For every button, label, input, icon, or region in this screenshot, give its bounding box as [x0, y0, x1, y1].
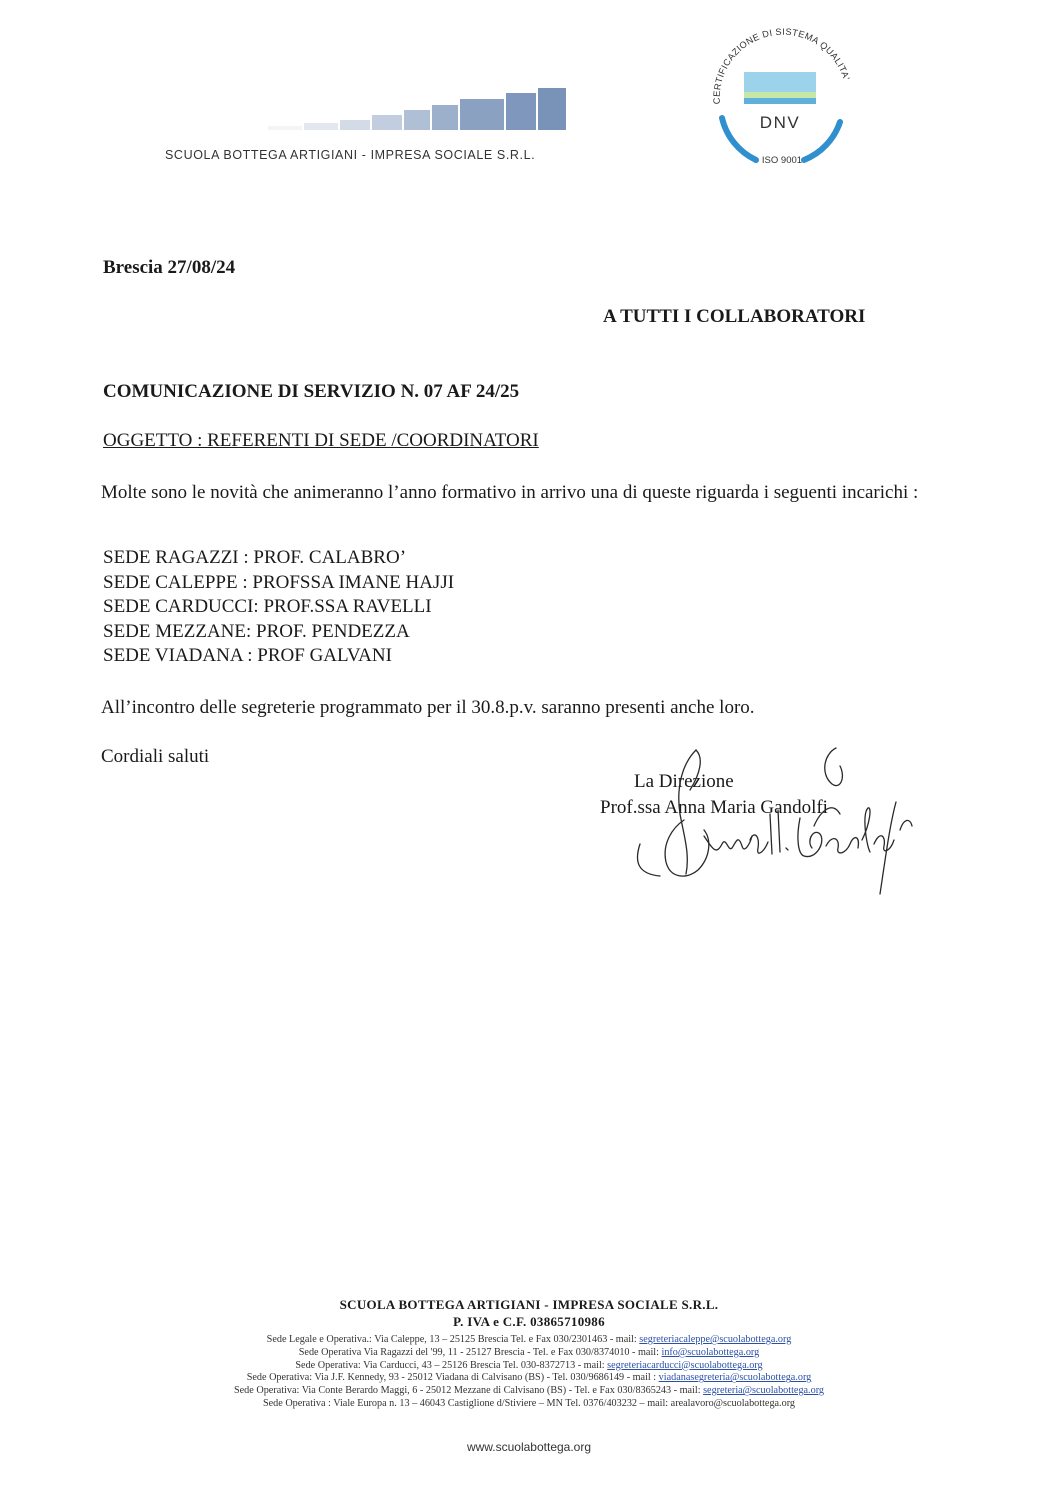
assignment-item: SEDE RAGAZZI : PROF. CALABRO’	[103, 547, 407, 568]
logo-bar	[340, 120, 370, 130]
footer-email-link[interactable]: segreteriacaleppe@scuolabottega.org	[639, 1334, 792, 1345]
logo-bar	[268, 126, 302, 130]
intro-paragraph: Molte sono le novità che animeranno l’anno formativo in arrivo una di queste riguarda i seguenti incarichi :	[101, 482, 919, 503]
assignment-item: SEDE VIADANA : PROF GALVANI	[103, 645, 392, 666]
signature-name: Prof.ssa Anna Maria Gandolfi	[600, 797, 828, 818]
company-name: SCUOLA BOTTEGA ARTIGIANI - IMPRESA SOCIALE S.R.L.	[165, 148, 536, 162]
assignment-item: SEDE MEZZANE: PROF. PENDEZZA	[103, 620, 410, 642]
footer-email-link[interactable]: segreteriacarducci@scuolabottega.org	[607, 1359, 763, 1371]
footer-office-line: Sede Legale e Operativa.: Via Caleppe, 13 – 25125 Brescia Tel. e Fax 030/2301463 - mail: segreteriacaleppe@scuolabottega.org	[266, 1334, 792, 1345]
footer-office-line: Sede Operativa: Via J.F. Kennedy, 93 - 25012 Viadana di Calvisano (BS) - Tel. 030/9686149 - mail : viadanasegreteria@scuolabottega.org	[246, 1372, 812, 1384]
assignment-item: SEDE CALEPPE : PROFSSA IMANE HAJJI	[103, 571, 455, 593]
logo-bar	[432, 105, 458, 130]
assignment-item: SEDE CARDUCCI: PROF.SSA RAVELLI	[103, 596, 432, 617]
footer-email-link[interactable]: segreteria@scuolabottega.org	[703, 1385, 825, 1397]
certification-arc-text: CERTIFICAZIONE DI SISTEMA QUALITA'	[711, 26, 852, 105]
dnv-brand: DNV	[759, 113, 801, 132]
closing: Cordiali saluti	[101, 746, 210, 767]
certification-seal	[700, 26, 860, 174]
place-date: Brescia 27/08/24	[103, 257, 236, 278]
communication-title: COMUNICAZIONE DI SERVIZIO N. 07 AF 24/25	[103, 381, 520, 402]
signature-role: La Direzione	[634, 771, 734, 792]
subject-line: OGGETTO : REFERENTI DI SEDE /COORDINATORI	[103, 430, 539, 451]
logo-bar	[538, 88, 566, 130]
logo-bar	[506, 93, 536, 130]
assignment-list	[103, 546, 454, 669]
website-link[interactable]: www.scuolabottega.org	[466, 1440, 592, 1454]
logo-bar	[372, 115, 402, 130]
footer-email-link[interactable]: info@scuolabottega.org	[661, 1346, 760, 1358]
iso-standard: ISO 9001	[761, 155, 803, 166]
footer-office-line: Sede Operativa: Via Carducci, 43 – 25126 Brescia Tel. 030-8372713 - mail: segreteriacarducci@scuolabottega.org	[295, 1359, 763, 1371]
logo-bar	[404, 110, 430, 130]
recipient: A TUTTI I COLLABORATORI	[603, 306, 866, 327]
meeting-note: All’incontro delle segreterie programmato per il 30.8.p.v. saranno presenti anche loro.	[101, 697, 755, 718]
footer-email-link[interactable]: viadanasegreteria@scuolabottega.org	[658, 1372, 812, 1384]
handwritten-signature	[600, 744, 920, 904]
footer-office-line: Sede Operativa Via Ragazzi del '99, 11 - 25127 Brescia - Tel. e Fax 030/8374010 - mail: info@scuolabottega.org	[298, 1346, 760, 1358]
footer-office-line: Sede Operativa: Via Conte Berardo Maggi, 6 - 25012 Mezzane di Calvisano (BS) - Tel. e Fax 030/8365243 - mail: segreteria@scuolabottega.org	[233, 1385, 825, 1397]
footer-company-name: SCUOLA BOTTEGA ARTIGIANI - IMPRESA SOCIALE S.R.L.	[339, 1297, 719, 1312]
logo-bar	[460, 99, 504, 130]
company-logo	[268, 88, 568, 132]
footer-vat: P. IVA e C.F. 03865710986	[453, 1314, 605, 1329]
letterhead-footer	[0, 1296, 1058, 1411]
logo-bar	[304, 123, 338, 130]
footer-office-line: Sede Operativa : Viale Europa n. 13 – 46043 Castiglione d/Stiviere – MN Tel. 0376/403232 – mail: arealavoro@scuolabottega.org	[262, 1397, 796, 1409]
